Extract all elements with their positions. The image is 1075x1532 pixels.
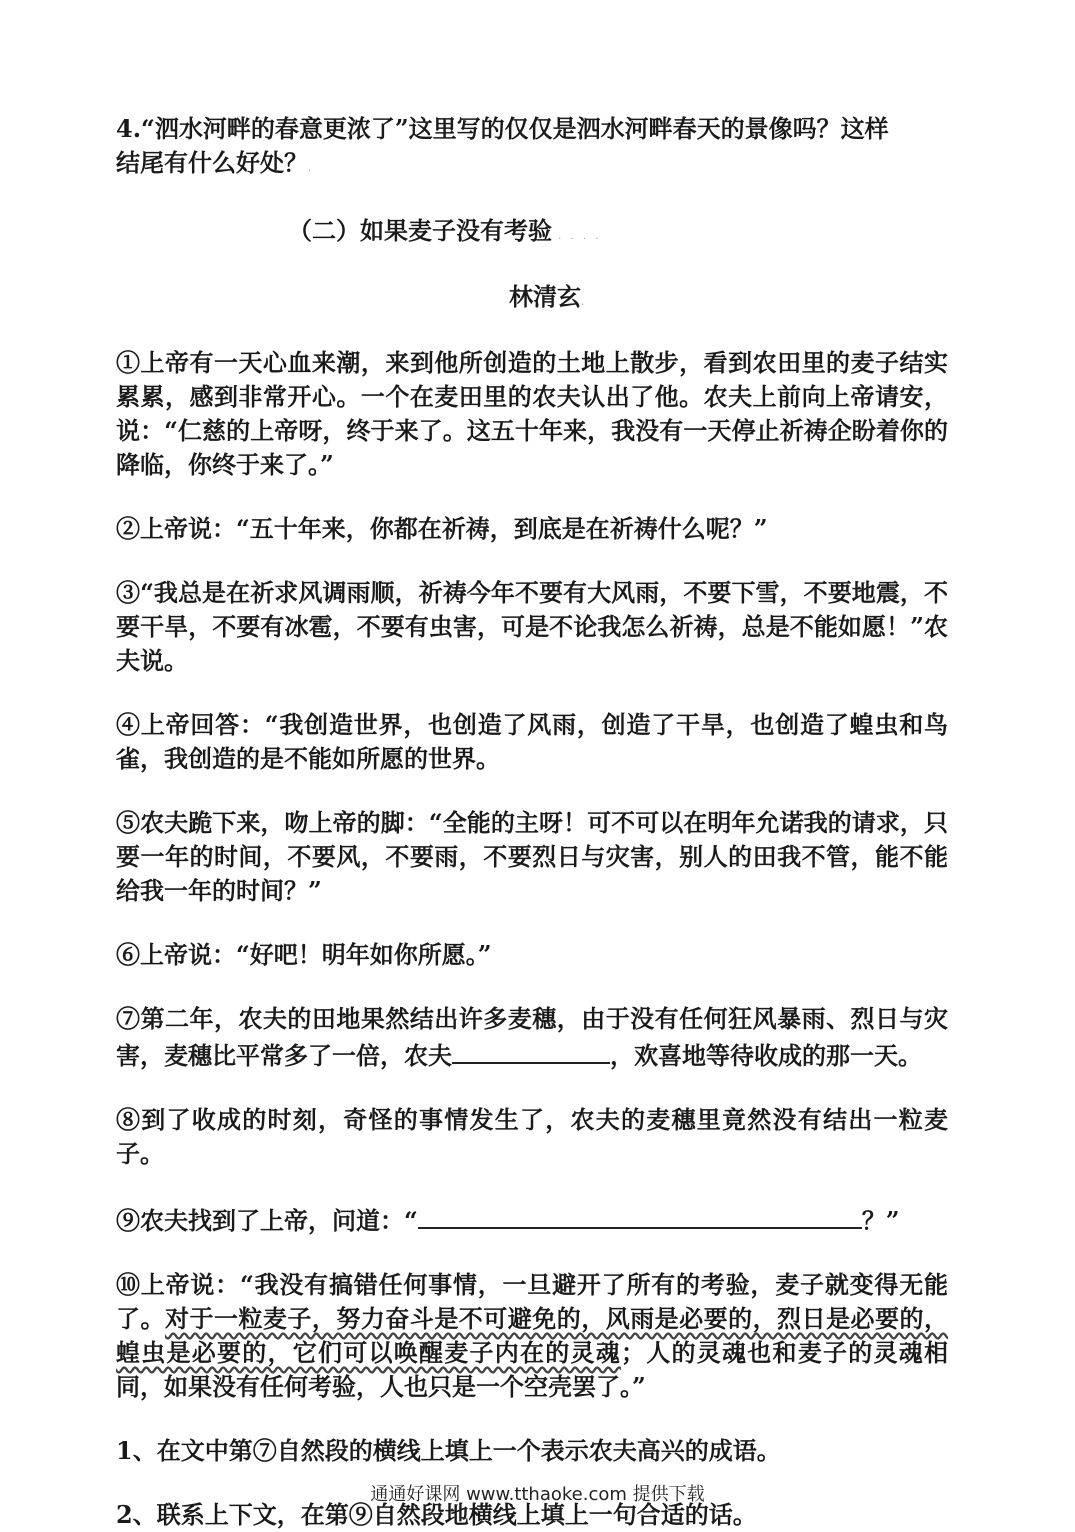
question-4-line1: 4.“泗水河畔的春意更浓了”这里写的仅仅是泗水河畔春天的景像吗？这样 [116, 114, 889, 143]
paragraph-2: ②上帝说：“五十年来，你都在祈祷，到底是在祈祷什么呢？” [116, 514, 768, 543]
author-name: 林清玄. [509, 282, 588, 311]
question-1: 1、在文中第⑦自然段的横线上填上一个表示农夫高兴的成语。 [116, 1436, 781, 1465]
fill-in-blank-idiom[interactable] [452, 1036, 610, 1064]
paragraph-9: ⑨农夫找到了上帝，问道：“ ？” [116, 1201, 948, 1238]
paragraph-8: ⑧到了收成的时刻，奇怪的事情发生了，农夫的麦穗里竟然没有结出一粒麦子。 [116, 1105, 948, 1168]
question-4-line2: 结尾有什么好处？. [116, 148, 315, 177]
wavy-underlined-sentence: 对于一粒麦子，努力奋斗是不可避免的，风雨是必要的，烈日是必要的，蝗虫是必要的，它们可以唤醒麦子内在的灵魂 [116, 1304, 949, 1367]
paragraph-1: ①上帝有一天心血来潮，来到他所创造的土地上散步，看到农田里的麦子结实累累，感到非常开心。一个在麦田里的农夫认出了他。农夫上前向上帝请安，说：“仁慈的上帝呀，终于来了。这五十年来，我没有一天停止祈祷企盼着你的降临，你终于来了。” [116, 348, 948, 479]
paragraph-10: ⑩上帝说：“我没有搞错任何事情，一旦避开了所有的考验，麦子就变得无能了。对于一粒麦子，努力奋斗是不可避免的，风雨是必要的，烈日是必要的，蝗虫是必要的，它们可以唤醒麦子内在的灵魂；人的灵魂也和麦子的灵魂相同，如果没有任何考验，人也只是一个空壳罢了。” [116, 1270, 949, 1401]
question-2: 2、联系上下文，在第⑨自然段地横线上填上一句合适的话。 [116, 1500, 757, 1529]
document-body [116, 112, 948, 1532]
question-4 [116, 112, 948, 186]
footer-credit: 通通好课网 www.tthaoke.com 提供下载 [370, 1484, 705, 1505]
paragraph-5: ⑤农夫跪下来，吻上帝的脚：“全能的主呀！可不可以在明年允诺我的请求，只要一年的时间，不要风，不要雨，不要烈日与灾害，别人的田我不管，能不能给我一年的时间？” [116, 808, 948, 905]
paragraph-6: ⑥上帝说：“好吧！明年如你所愿。” [116, 940, 492, 969]
section-title: （二）如果麦子没有考验 . . . . [288, 216, 602, 245]
paragraph-7: ⑦第二年，农夫的田地果然结出许多麦穗，由于没有任何狂风暴雨、烈日与灾害，麦穗比平常多了一倍，农夫 ，欢喜地等待收成的那一天。 [116, 1004, 948, 1070]
fill-in-blank-question[interactable] [418, 1201, 862, 1229]
paragraph-3: ③“我总是在祈求风调雨顺，祈祷今年不要有大风雨，不要下雪，不要地震，不要干旱，不要有冰雹，不要有虫害，可是不论我怎么祈祷，总是不能如愿！”农夫说。 [116, 578, 948, 675]
paragraph-4: ④上帝回答：“我创造世界，也创造了风雨，创造了干旱，也创造了蝗虫和鸟雀，我创造的是不能如所愿的世界。 [116, 710, 948, 773]
